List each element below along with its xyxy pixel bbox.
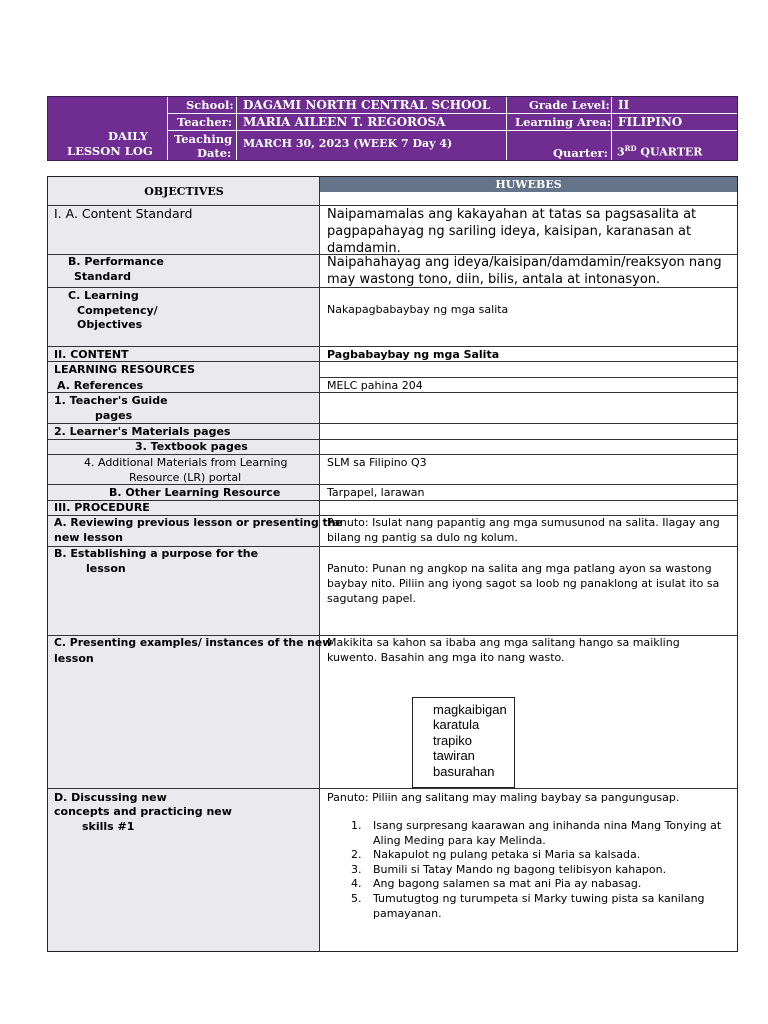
purpose-text: Panuto: Punan ng angkop na salita ang mga patlang ayon sa wastong baybay nito. Piliin ang iyong sagot sa loob ng panaklong at isulat ito sa sagutang papel. (327, 562, 720, 605)
learning-competency-text: Nakapagbabaybay ng mga salita (327, 303, 509, 316)
additional-materials-text: SLM sa Filipino Q3 (327, 456, 427, 469)
quarter-label: Quarter: (553, 146, 608, 160)
teacher-label: Teacher: (177, 115, 232, 129)
purpose-label: B. Establishing a purpose for the (54, 547, 259, 560)
list-item: 3. Bumili si Tatay Mando ng bagong telibisyon kahapon. (351, 862, 667, 876)
grade-level-label: Grade Level: (529, 98, 610, 112)
learning-resources-label: LEARNING RESOURCES (54, 363, 196, 376)
references-label: A. References (57, 379, 144, 392)
additional-materials-label: Resource (LR) portal (129, 471, 242, 484)
discussing-label: skills #1 (82, 820, 135, 833)
teachers-guide-label: pages (95, 409, 133, 422)
word-item: tawiran (433, 748, 475, 764)
learning-competency-label: Objectives (77, 318, 143, 331)
header-divider (167, 130, 737, 131)
header-title: LESSON LOG (67, 144, 153, 158)
performance-standard-label: Standard (74, 270, 132, 283)
sentence-list (327, 819, 732, 921)
header-divider (506, 97, 507, 160)
list-item: 4. Ang bagong salamen sa mat ani Pia ay nabasag. (351, 877, 642, 891)
textbook-pages-label: 3. Textbook pages (135, 440, 248, 453)
teaching-date-label: Teaching (174, 132, 233, 146)
learning-competency-label: Competency/ (77, 304, 158, 317)
learners-materials-label: 2. Learner's Materials pages (54, 425, 231, 438)
header-divider (236, 97, 237, 160)
discussing-label: concepts and practicing new (54, 805, 232, 818)
school-label: School: (186, 98, 234, 112)
word-item: trapiko (433, 732, 473, 748)
procedure-label: III. PROCEDURE (54, 501, 150, 514)
content-standard-label: I. A. Content Standard (54, 206, 193, 221)
word-item: magkaibigan (433, 702, 507, 717)
performance-standard-text: Naipahahayag ang ideya/kaisipan/damdamin/reaksyon nang may wastong tono, diin, bilis, antala at intonasyon. (327, 255, 722, 287)
content-text: Pagbabaybay ng mga Salita (327, 348, 500, 361)
teaching-date-label: Date: (197, 146, 232, 160)
row-divider (48, 500, 737, 501)
learning-competency-label: C. Learning (68, 289, 139, 302)
presenting-text: Makikita sa kahon sa ibaba ang mga salitang hango sa maikling kuwento. Basahin ang mga ito nang wasto. (327, 636, 680, 664)
discussing-intro: Panuto: Piliin ang salitang may maling baybay sa pangungusap. (327, 791, 680, 804)
purpose-label: lesson (86, 562, 126, 575)
presenting-label: C. Presenting examples/ instances of the new (54, 636, 333, 649)
content-standard-text: Naipamamalas ang kakayahan at tatas sa pagsasalita at pagpapahayag ng sariling ideya, kaisipan, karanasan at damdamin. (327, 207, 697, 256)
word-item: karatula (433, 717, 480, 733)
header-divider (611, 97, 612, 160)
row-divider (48, 788, 737, 789)
learning-area-value: FILIPINO (618, 115, 683, 129)
learning-area-label: Learning Area: (515, 115, 612, 129)
additional-materials-label: 4. Additional Materials from Learning (84, 456, 288, 469)
reviewing-label: A. Reviewing previous lesson or presenting the (54, 516, 343, 529)
reviewing-text: Panuto: Isulat nang papantig ang mga sumusunod na salita. Ilagay ang bilang ng pantig sa dulo ng kolum. (327, 516, 720, 544)
day-header-label: HUWEBES (495, 178, 562, 191)
word-box (412, 697, 515, 788)
references-text: MELC pahina 204 (327, 379, 423, 392)
word-item: basurahan (433, 763, 495, 779)
school-value: DAGAMI NORTH CENTRAL SCHOOL (243, 98, 491, 112)
other-resource-label: B. Other Learning Resource (109, 486, 281, 499)
teaching-date-value: MARCH 30, 2023 (WEEK 7 Day 4) (243, 137, 453, 150)
lesson-log-header (47, 96, 738, 161)
discussing-label: D. Discussing new (54, 791, 167, 804)
reviewing-label: new lesson (54, 531, 123, 544)
list-item: 1. Isang surpresang kaarawan ang inihanda nina Mang Tonying at Aling Meding para kay Melinda. (351, 819, 722, 847)
list-item: 5. Tumutugtog ng turumpeta si Marky tuwing pista sa kanilang pamayanan. (351, 891, 705, 920)
grade-level-value: II (618, 98, 630, 112)
performance-standard-label: B. Performance (68, 255, 164, 268)
objectives-header: OBJECTIVES (144, 185, 224, 198)
other-resource-text: Tarpapel, larawan (327, 486, 425, 499)
quarter-value: 3RD QUARTER (617, 144, 703, 159)
day-header (320, 177, 737, 192)
teachers-guide-label: 1. Teacher's Guide (54, 394, 168, 407)
column-divider (319, 177, 320, 951)
content-label: II. CONTENT (54, 348, 129, 361)
list-item: 2. Nakapulot ng pulang petaka si Maria sa kalsada. (351, 848, 641, 862)
header-title: DAILY (108, 129, 148, 143)
presenting-label: lesson (54, 652, 94, 665)
header-divider (167, 97, 168, 160)
lesson-table (47, 176, 738, 952)
header-divider (167, 113, 737, 114)
teacher-value: MARIA AILEEN T. REGOROSA (243, 115, 446, 129)
